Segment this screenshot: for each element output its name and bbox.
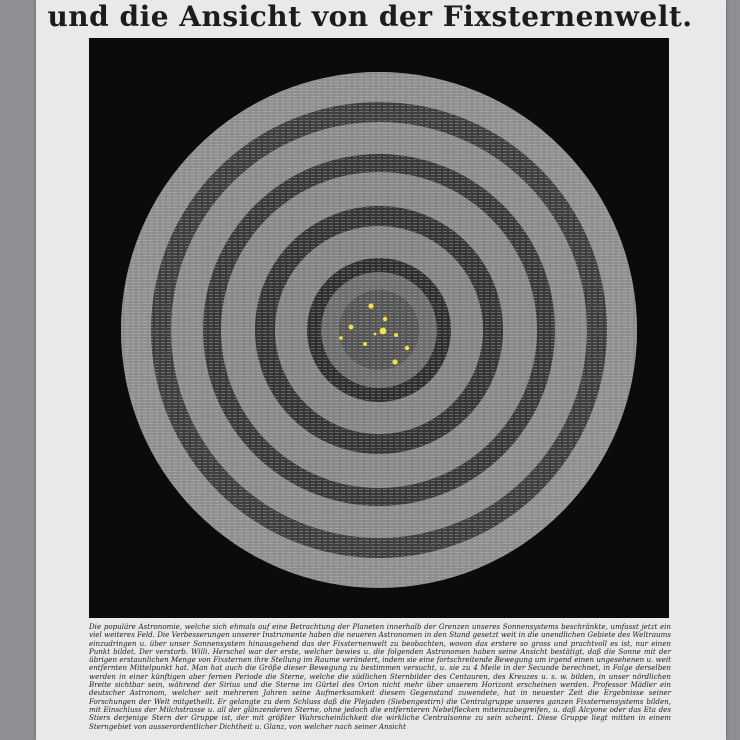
page-title: und die Ansicht von der Fixsternenwelt. bbox=[47, 0, 693, 33]
star bbox=[349, 325, 354, 330]
star bbox=[405, 346, 409, 350]
caption-paragraph: Die populäre Astronomie, welche sich ehmals auf eine Betrachtung der Planeten innerhalb der Grenzen unseres Sonnensystems beschränkte, umfasst jetzt ein viel weiteres Feld. Die Verbesserungen unserer Instrumente haben die neueren Astronomen in den Stand gesetzt weit in die unendlichen Gebiete des Weltraums einzudringen u. über unser Sonnensystem hinausgehend das der Fixsternenwelt zu beobachten, wovon das erstere so gross und prachtvoll es ist, nur einen Punkt bildet. Der verstorb. Willi. Herschel war der erste, welcher bewies u. die folgenden Astronomen haben seine Ansicht bestätigt, daß die Sonne mit der übrigen erstaunlichen Menge von Fixsternen ihre Stellung im Raume verändert, indem sie eine fortschreitende Bewegung um irgend einen ungesehenen u. weit entfernten Mittelpunkt hat. Man hat auch die Größe dieser Bewegung zu bestimmen versucht, u. sie zu 4 Meile in der Secunde berechnet, in Folge derselben werden in einer künftigen aber fernen Periode die Sterne, welche die südlichen Sternbilder des Centauren, des Kreuzes u. s. w. bilden, in unser nördlichen Breite sichtbar sein, während der Sirius und die Sterne im Gürtel des Orion nicht mehr über unserem Horizont erscheinen werden. Professor Mädler ein deutscher Astronom, welcher seit mehreren Jahren seine Aufmerksamkeit diesem Gegenstand zuwendete, hat in neuester Zeit die Ergebnisse seiner Forschungen der Welt mitgetheilt. Er gelangte zu dem Schluss daß die Plejaden (Siebengestirn) die Centralgruppe unseres ganzen Fixsternensystems bilden, mit Einschluss der Milchstrasse u. all der glänzenderen Sterne, ohne jedoch die entfernteren Nebelflecken miteinzubegreifen, u. daß Alcyone oder das Eta des Stiers derjenige Stern der Gruppe ist, der mit größter Wahrscheinlichkeit die wirkliche Centralsonne zu sein scheint. Diese Gruppe liegt mitten in einem Sterngebiet von ausserordentlicher Dichtheit u. Glanz, von welcher nach seiner Ansicht bbox=[89, 622, 671, 731]
star bbox=[392, 359, 397, 364]
engraving-hatching bbox=[121, 72, 637, 588]
star bbox=[339, 336, 343, 340]
star bbox=[363, 342, 367, 346]
description-text bbox=[89, 623, 671, 731]
engraving-plate bbox=[89, 38, 669, 618]
star bbox=[374, 333, 377, 336]
star-alcyone bbox=[380, 328, 387, 335]
star bbox=[383, 317, 387, 321]
star bbox=[368, 303, 373, 308]
star-system-illustration bbox=[89, 38, 669, 618]
star bbox=[394, 333, 398, 337]
